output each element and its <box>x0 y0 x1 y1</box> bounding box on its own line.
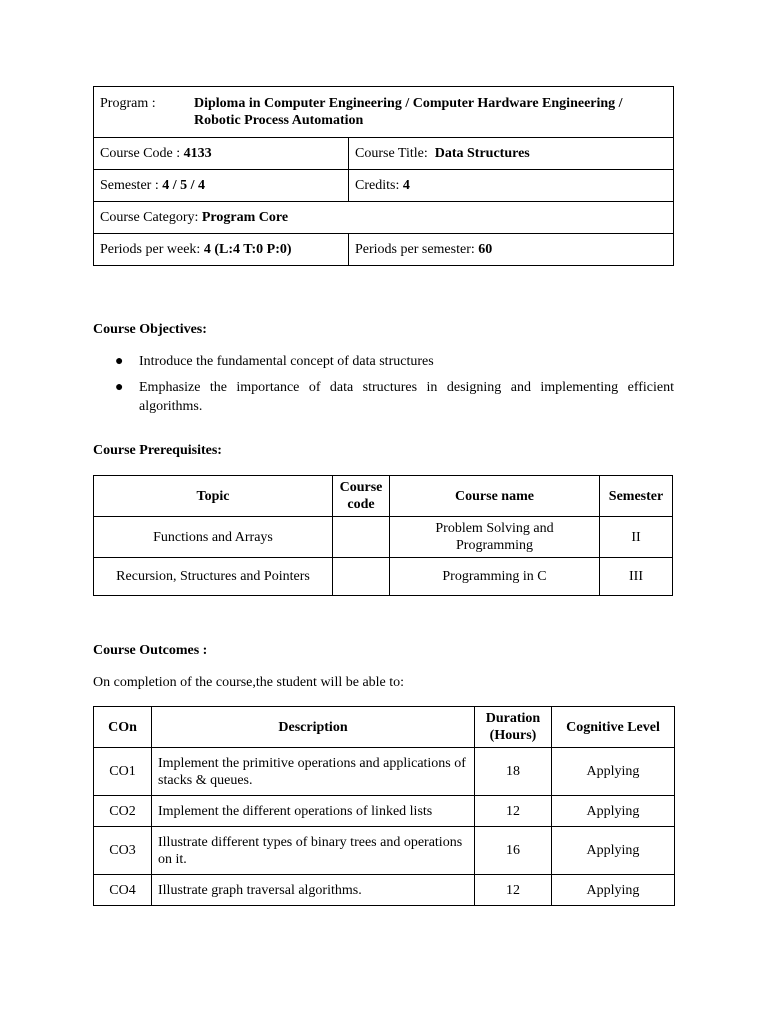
credits-label: Credits: <box>355 178 400 193</box>
semester-cell <box>94 170 349 202</box>
outcomes-intro: On completion of the course,the student will be able to: <box>93 675 405 690</box>
course-code-cell <box>333 558 390 596</box>
table-row <box>94 875 675 906</box>
hours-cell: 18 <box>475 748 552 796</box>
periods-week-cell <box>94 234 349 266</box>
prerequisites-heading: Course Prerequisites: <box>93 443 222 458</box>
col-header-duration: Duration (Hours) <box>475 707 552 748</box>
objective-text: Introduce the fundamental concept of data structures <box>139 354 434 369</box>
col-header-cognitive-level: Cognitive Level <box>552 707 675 748</box>
bullet-icon: ● <box>115 380 124 395</box>
level-cell: Applying <box>552 827 675 875</box>
category-cell <box>94 202 674 234</box>
program-cell <box>94 87 674 138</box>
course-title-cell <box>349 138 674 170</box>
level-cell: Applying <box>552 748 675 796</box>
description-cell: Illustrate graph traversal algorithms. <box>152 875 475 906</box>
semester-cell: II <box>600 517 673 558</box>
course-code-cell <box>94 138 349 170</box>
category-value: Program Core <box>201 210 289 225</box>
con-cell: CO2 <box>94 796 152 827</box>
periods-week-value: 4 (L:4 T:0 P:0) <box>203 242 292 257</box>
program-value: Diploma in Computer Engineering / Computer Hardware Engineering / Robotic Process Automation <box>194 96 623 128</box>
semester-value: 4 / 5 / 4 <box>162 178 205 193</box>
table-row <box>94 748 675 796</box>
objective-text: Emphasize the importance of data structures in designing and implementing efficient algorithms. <box>139 380 674 414</box>
periods-semester-cell <box>349 234 674 266</box>
level-cell: Applying <box>552 875 675 906</box>
semester-cell: III <box>600 558 673 596</box>
course-title-label: Course Title: <box>355 146 428 161</box>
table-row <box>94 558 673 596</box>
credits-value: 4 <box>402 178 410 193</box>
description-cell: Implement the different operations of linked lists <box>152 796 475 827</box>
semester-label: Semester : <box>100 178 159 193</box>
periods-week-label: Periods per week: <box>100 242 201 257</box>
course-name-cell: Problem Solving and Programming <box>390 517 600 558</box>
hours-cell: 16 <box>475 827 552 875</box>
topic-cell: Functions and Arrays <box>94 517 333 558</box>
col-header-con: COn <box>94 707 152 748</box>
col-header-description: Description <box>152 707 475 748</box>
course-name-cell: Programming in C <box>390 558 600 596</box>
periods-semester-label: Periods per semester: <box>355 242 475 257</box>
periods-semester-value: 60 <box>478 242 493 257</box>
col-header-semester: Semester <box>600 476 673 517</box>
level-cell: Applying <box>552 796 675 827</box>
objectives-list <box>93 352 674 423</box>
program-label: Program : <box>100 96 156 111</box>
objectives-heading: Course Objectives: <box>93 322 207 337</box>
course-title-value: Data Structures <box>434 146 530 161</box>
list-item <box>93 352 674 371</box>
hours-cell: 12 <box>475 796 552 827</box>
course-code-value: 4133 <box>183 146 212 161</box>
hours-cell: 12 <box>475 875 552 906</box>
con-cell: CO1 <box>94 748 152 796</box>
col-header-topic: Topic <box>94 476 333 517</box>
course-code-label: Course Code : <box>100 146 181 161</box>
table-row <box>94 827 675 875</box>
category-label: Course Category: <box>100 210 199 225</box>
table-row <box>94 517 673 558</box>
outcomes-table <box>93 706 675 906</box>
topic-cell: Recursion, Structures and Pointers <box>94 558 333 596</box>
course-info-table <box>93 86 674 266</box>
col-header-course-code: Course code <box>333 476 390 517</box>
bullet-icon: ● <box>115 354 124 369</box>
col-header-course-name: Course name <box>390 476 600 517</box>
outcomes-heading: Course Outcomes : <box>93 643 208 658</box>
con-cell: CO4 <box>94 875 152 906</box>
description-cell: Illustrate different types of binary trees and operations on it. <box>152 827 475 875</box>
list-item <box>93 378 674 416</box>
course-code-cell <box>333 517 390 558</box>
description-cell: Implement the primitive operations and applications of stacks & queues. <box>152 748 475 796</box>
con-cell: CO3 <box>94 827 152 875</box>
prerequisites-table <box>93 475 673 596</box>
table-row <box>94 796 675 827</box>
credits-cell <box>349 170 674 202</box>
